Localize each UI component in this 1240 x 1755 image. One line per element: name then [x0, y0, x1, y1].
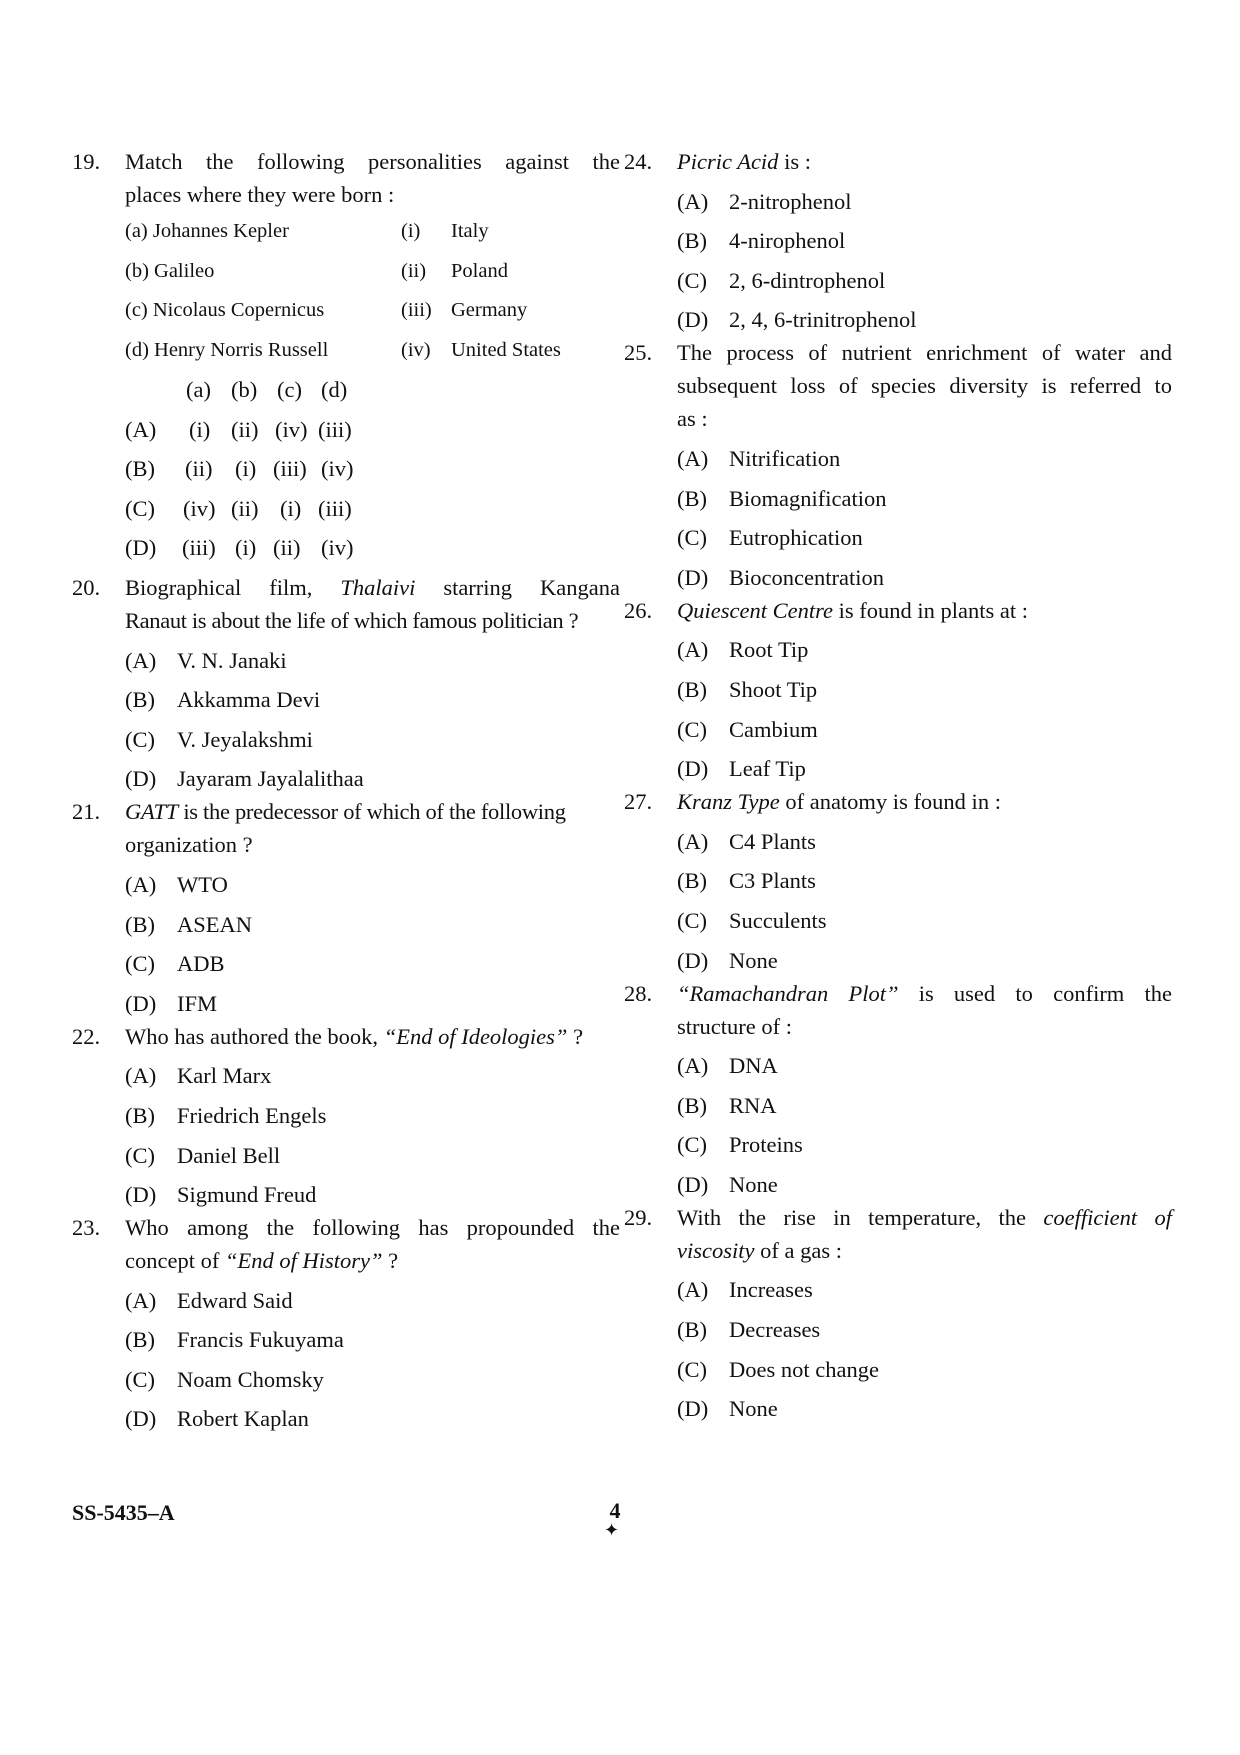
- question-21: [72, 795, 620, 1019]
- option-a[interactable]: (A) V. N. Janaki: [125, 647, 287, 673]
- question-25: [624, 336, 1172, 593]
- option-a[interactable]: (A) C4 Plants: [677, 828, 816, 854]
- option-b[interactable]: (B) Francis Fukuyama: [125, 1327, 344, 1353]
- question-stem: Who has authored the book, “End of Ideologies” ?: [125, 1023, 584, 1049]
- left-column: [72, 145, 620, 1435]
- option-a[interactable]: (A) Increases: [677, 1277, 813, 1303]
- option-d[interactable]: (D) IFM: [125, 990, 218, 1016]
- option-a[interactable]: (A) Edward Said: [125, 1287, 293, 1313]
- match-table: [125, 215, 620, 373]
- match-row: (b) Galileo (ii) Poland: [125, 259, 508, 282]
- option-d[interactable]: (D) Sigmund Freud: [125, 1182, 317, 1208]
- question-26: [624, 594, 1172, 785]
- option-c[interactable]: (C) Eutrophication: [677, 525, 863, 551]
- question-stem: GATT is the predecessor of which of the following: [125, 799, 566, 825]
- option-a[interactable]: (A) WTO: [125, 871, 228, 897]
- question-stem: as :: [677, 406, 708, 432]
- question-number: 25.: [624, 340, 653, 366]
- page-number: 4: [609, 1498, 621, 1523]
- match-row: (a) Johannes Kepler (i) Italy: [125, 220, 489, 242]
- question-number: 27.: [624, 789, 653, 815]
- question-stem: organization ?: [125, 832, 253, 858]
- code-option: (B) (ii) (i) (iii) (iv): [125, 456, 354, 482]
- question-22: [72, 1020, 620, 1211]
- question-stem: The process of nutrient enrichment of water and: [677, 340, 1172, 366]
- option-c[interactable]: (C) 2, 6-dintrophenol: [677, 267, 886, 293]
- option-d[interactable]: (D) None: [677, 1171, 778, 1197]
- match-row: (c) Nicolaus Copernicus (iii) Germany: [125, 299, 528, 321]
- option-b[interactable]: (B) Friedrich Engels: [125, 1102, 327, 1128]
- option-a[interactable]: (A) Nitrification: [677, 445, 841, 471]
- option-b[interactable]: (B) RNA: [677, 1092, 777, 1118]
- question-stem: Ranaut is about the life of which famous politician ?: [125, 607, 579, 633]
- option-a[interactable]: (A) Karl Marx: [125, 1063, 272, 1089]
- question-number: 23.: [72, 1215, 101, 1241]
- question-stem: With the rise in temperature, the coefficient of: [677, 1204, 1172, 1230]
- question-stem: Quiescent Centre is found in plants at :: [677, 597, 1028, 623]
- question-number: 26.: [624, 597, 653, 623]
- option-a[interactable]: (A) DNA: [677, 1053, 778, 1079]
- question-stem: places where they were born :: [125, 182, 395, 207]
- star-mark-icon: ✦: [604, 1520, 620, 1540]
- option-b[interactable]: (B) C3 Plants: [677, 868, 816, 894]
- question-28: [624, 977, 1172, 1201]
- option-d[interactable]: (D) Leaf Tip: [677, 756, 806, 782]
- option-c[interactable]: (C) Cambium: [677, 716, 818, 742]
- option-a[interactable]: (A) 2-nitrophenol: [677, 188, 852, 214]
- code-option: (D) (iii) (i) (ii) (iv): [125, 535, 354, 561]
- question-number: 19.: [72, 149, 101, 174]
- answer-codes: [125, 373, 620, 571]
- codes-header: (a) (b) (c) (d): [186, 377, 348, 402]
- option-d[interactable]: (D) 2, 4, 6-trinitrophenol: [677, 307, 917, 333]
- question-19: [72, 145, 620, 571]
- code-option: (A) (i) (ii) (iv) (iii): [125, 416, 352, 442]
- question-number: 21.: [72, 799, 101, 825]
- option-c[interactable]: (C) Succulents: [677, 907, 827, 933]
- option-b[interactable]: (B) Decreases: [677, 1317, 821, 1343]
- option-b[interactable]: (B) Akkamma Devi: [125, 687, 321, 713]
- question-stem: Who among the following has propounded the: [125, 1215, 620, 1241]
- question-stem: Match the following personalities against the: [125, 149, 620, 174]
- option-d[interactable]: (D) Robert Kaplan: [125, 1406, 309, 1432]
- question-number: 22.: [72, 1023, 101, 1049]
- option-c[interactable]: (C) Does not change: [677, 1356, 879, 1382]
- option-b[interactable]: (B) Shoot Tip: [677, 676, 818, 702]
- option-c[interactable]: (C) Daniel Bell: [125, 1142, 281, 1168]
- right-column: [624, 145, 1172, 1425]
- question-29: [624, 1201, 1172, 1425]
- option-d[interactable]: (D) Jayaram Jayalalithaa: [125, 766, 364, 792]
- option-b[interactable]: (B) Biomagnification: [677, 485, 887, 511]
- option-d[interactable]: (D) None: [677, 1396, 778, 1422]
- question-stem: viscosity of a gas :: [677, 1237, 842, 1263]
- question-20: [72, 571, 620, 795]
- option-b[interactable]: (B) ASEAN: [125, 911, 253, 937]
- question-27: [624, 785, 1172, 976]
- question-stem: Kranz Type of anatomy is found in :: [677, 789, 1001, 815]
- question-number: 28.: [624, 980, 653, 1006]
- question-24: [624, 145, 1172, 336]
- option-b[interactable]: (B) 4-nirophenol: [677, 228, 846, 254]
- question-23: [72, 1211, 620, 1435]
- question-stem: “Ramachandran Plot” is used to confirm the: [677, 980, 1173, 1006]
- question-number: 29.: [624, 1204, 653, 1230]
- option-c[interactable]: (C) Proteins: [677, 1132, 803, 1158]
- option-d[interactable]: (D) Bioconcentration: [677, 564, 884, 590]
- question-number: 20.: [72, 574, 101, 600]
- question-stem: concept of “End of History” ?: [125, 1248, 399, 1274]
- question-number: 24.: [624, 149, 653, 174]
- option-a[interactable]: (A) Root Tip: [677, 637, 809, 663]
- option-c[interactable]: (C) V. Jeyalakshmi: [125, 726, 313, 752]
- question-stem: Biographical film, Thalaivi starring Kangana: [125, 574, 620, 600]
- question-stem: subsequent loss of species diversity is referred to: [677, 373, 1172, 399]
- option-d[interactable]: (D) None: [677, 947, 778, 973]
- option-c[interactable]: (C) ADB: [125, 951, 225, 977]
- question-stem: Picric Acid is :: [677, 149, 811, 174]
- match-row: (d) Henry Norris Russell (iv) United States: [125, 338, 561, 361]
- option-c[interactable]: (C) Noam Chomsky: [125, 1366, 324, 1392]
- booklet-code: SS-5435–A: [72, 1500, 175, 1525]
- question-stem: structure of :: [677, 1013, 792, 1039]
- code-option: (C) (iv) (ii) (i) (iii): [125, 495, 352, 521]
